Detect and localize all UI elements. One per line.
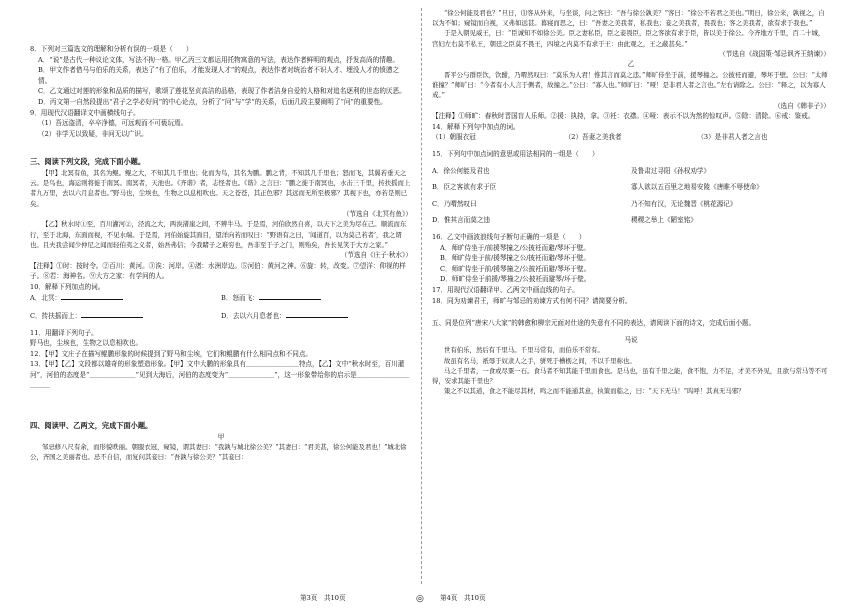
source-hanfeizi: （选自《韩非子》） <box>773 101 830 110</box>
question-15-option-b <box>432 182 830 193</box>
question-16-option-a: A．师旷侍坐于/前援琴撞之/公披衽而避/琴坏于壁。 <box>440 243 590 252</box>
question-10-row-1 <box>30 292 412 304</box>
question-11-sentence: 野马也，尘埃也，生物之以息相吹也。 <box>30 339 143 348</box>
answer-blank[interactable] <box>259 292 321 300</box>
option-b-left: B．臣之客欲有求于臣 <box>432 183 497 192</box>
question-9-sentence-1: （1）吾远盗清，卒卒净德，可远观而不可亵玩焉。 <box>38 119 188 128</box>
option-d-left: D．惟其言而莫之违 <box>432 216 491 225</box>
option-c-right: 乃不知有汉，无论魏晋《桃花源记》 <box>631 199 737 208</box>
question-15-option-d <box>432 215 830 226</box>
section-4-heading: 四、阅读甲、乙两文，完成下面小题。 <box>30 421 153 431</box>
mashuo-para-4: 策之不以其道，食之不能尽其材，鸣之而不能通其意，执策而临之，曰：“天下无马！”呜呼！其真无马邪？ <box>444 387 745 396</box>
passage-shikuang: 晋平公与群臣饮，饮酣，乃喟然叹曰：“莫乐为人君！惟其言而莫之违。”师旷侍坐于前，援琴撞之。公披衽而避，琴坏于壁。公曰：“太师谁撞？”师旷曰：“今者有小人言于侧者，故撞之。”公曰：“寡人也。”师旷曰：“哑！是非君人者之言也。”左右请除之。公曰：“释之，以为寡人戒。” <box>432 71 828 100</box>
question-13: 13．【甲】【乙】文段都以雄奇的形象塑造形象。【甲】文中大鹏的形象具有＿＿＿＿＿＿＿＿特点，【乙】文中“秋水时至，百川灌河”，河伯的态度是“＿＿＿＿＿＿＿”见到大海后，河伯的态度变为“＿＿＿＿＿＿＿”，这一形象带给你的启示是＿＿＿＿＿＿＿＿＿＿＿ <box>30 360 410 390</box>
question-8: 8．下列对三篇选文的理解和分析有误的一项是（ ） <box>30 45 193 53</box>
notes-section-3: 【注释】①时：按时令。②百川：黄河。③涘：河岸。④渚：水洲岸边。⑤河伯：黄河之神。⑥旋：转，改变。⑦望洋：仰视的样子。⑧若：海神名。⑨大方之家：有学问的人。 <box>30 261 406 281</box>
question-8-option-a: A．“说”是古代一种议论文体，写法不拘一格。甲乙丙三文都运用托物寓意的写法，表达作者鲜明的观点，抒发高尚的情趣。 <box>38 55 399 64</box>
poem-title: 马说 <box>624 335 638 344</box>
question-10-a: A．北冥： <box>30 294 62 303</box>
page-number-right: 第4页 共10页 <box>440 594 486 602</box>
option-a-left: A．徐公何能及君也 <box>432 166 490 175</box>
right-column <box>432 8 830 584</box>
passage-yi-title: 乙 <box>627 60 635 69</box>
question-16-option-d: D．师旷侍坐于前援/琴撞之/公披衽而避琴/坏于壁。 <box>440 275 591 284</box>
passage-jia-title: 甲 <box>217 432 225 441</box>
question-11: 11．用翻译下列句子。 <box>30 328 98 337</box>
page-number-left: 第3页 共10页 <box>300 594 346 602</box>
source-jia: （节选自《北冥有鱼》） <box>342 209 412 218</box>
question-10-b: B．怒而飞： <box>221 294 259 303</box>
question-8-option-d: D．丙文第一自然段提出“君子之学必好问”的中心论点，分析了“问”与“学”的关系，后面几段主要阐明了“问”的重要性。 <box>38 97 387 106</box>
question-15: 15．下列句中加点词的意思或用法相同的一组是（ ） <box>432 149 599 158</box>
question-16-option-b: B．师旷侍坐于前/援琴撞之公/披衽而避/琴坏于壁。 <box>440 254 590 263</box>
question-14-item-1: （1）朝服衣冠 <box>432 133 476 142</box>
question-17: 17．用现代汉语翻译甲、乙两文中画直线的句子。 <box>432 285 579 294</box>
option-c-left: C．乃喟然叹曰 <box>432 199 477 208</box>
passage-zouji-cont-1: “徐公何能及君也？”旦日，⑴客从外来，与坐谈，问之客曰：“吾与徐公孰美？”客曰：“徐公不若君之美也。”明日，徐公来，孰视之，自以为不如；窥镜而自视，又弗如远甚。暮寝而思之，曰：“吾妻之美我者，私我也；妾之美我者，畏我也；客之美我者，欲有求于我也。” <box>432 9 825 28</box>
question-16-option-c: C．师旷侍坐于前/援琴撞之/公披衽而避/琴坏于壁。 <box>440 264 591 273</box>
section-3-heading: 三、阅读下列文段，完成下面小题。 <box>30 157 146 167</box>
question-9: 9．用现代汉语翻译文中画横线句子。 <box>30 108 140 117</box>
mashuo-para-2: 故虽有名马，祇辱于奴隶人之手，骈死于槽枥之间，不以千里称也。 <box>444 356 636 365</box>
question-14-item-2: （2）吾妻之美我者 <box>564 133 622 142</box>
question-8-option-c: C．乙文通过对莲的形象和品质的描写，歌颂了莲花坚贞高洁的品格，表现了作者洁身自爱的人格和对追名逐利的世态的厌恶。 <box>38 87 406 96</box>
question-10-row-2 <box>30 310 412 322</box>
option-a-right: 及鲁肃过寻阳《孙权劝学》 <box>631 166 711 175</box>
binding-mark-icon: ◎ <box>416 594 424 604</box>
question-18: 18．同为劝谏君王，师旷与邹忌的劝谏方式有何不同？请简要分析。 <box>432 296 632 305</box>
question-14: 14．解释下列句中加点的词。 <box>432 122 520 131</box>
passage-zouji: 邹忌修八尺有余，而形貌昳丽。朝服衣冠，窥镜，谓其妻曰：“我孰与城北徐公美？”其妻曰：“君美甚，徐公何能及君也！”城北徐公，齐国之美丽者也。忌不自信，而复问其妾曰：“吾孰与徐公美？”其妾曰： <box>30 443 407 462</box>
question-14-items <box>432 132 830 143</box>
question-15-option-c <box>432 199 830 210</box>
passage-jia: 【甲】北冥有鱼，其名为鲲。鲲之大，不知其几千里也；化而为鸟，其名为鹏。鹏之背，不知其几千里也；怒而飞，其翼若垂天之云。是鸟也，海运则将徙于南冥。南冥者，天池也。《齐谐》者，志怪者也。《谐》之言曰：“鹏之徙于南冥也，水击三千里，抟扶摇而上者九万里，去以六月息者也。”野马也，尘埃也，生物之以息相吹也。天之苍苍，其正色邪？其远而无所至极邪？其视下也，亦若是则已矣。 <box>30 168 411 208</box>
mashuo-para-3: 马之千里者，一食或尽粟一石。食马者不知其能千里而食也。是马也，虽有千里之能，食不饱，力不足，才美不外见，且欲与常马等不可得，安求其能千里也？ <box>432 366 828 385</box>
question-15-option-a <box>432 166 830 177</box>
question-10: 10．解释下列加点的词。 <box>30 282 105 291</box>
option-d-right: 稷稷之举上《陋室铭》 <box>631 216 697 225</box>
question-10-c: C．抟扶摇而上： <box>30 311 82 320</box>
question-8-option-b: B．甲文作者借马与伯乐的关系，表达了“有了伯乐，才能发现人才”的观点，表达作者对统治者不识人才、埋没人才的愤懑之情。 <box>38 66 400 85</box>
column-divider <box>421 8 422 584</box>
source-zouji: （节选自《战国策·邹忌讽齐王纳谏》） <box>719 49 830 58</box>
passage-zouji-cont-2: 于是入朝见威王，曰：“臣诚知不如徐公美。臣之妻私臣，臣之妾畏臣，臣之客欲有求于臣，皆以美于徐公。今齐地方千里，百二十城，宫妇左右莫不私王，朝廷之臣莫不畏王，四境之内莫不有求于王：由此观之，王之蔽甚矣。” <box>432 29 825 48</box>
source-yi: （节选自《庄子·秋水》） <box>340 250 412 259</box>
option-b-right: 寡人欲以五百里之地易安陵《唐睢不辱使命》 <box>631 183 763 192</box>
question-9-sentence-2: （2）非学无以致疑，非问无以广识。 <box>38 129 148 138</box>
left-column <box>30 8 412 584</box>
notes-section-4: 【注释】①师旷：春秋时晋国盲人乐师。②援：执持，拿。③衽：衣襟。④哑：表示不以为然的惊叹声。⑤除：清除。⑥戒：鉴戒。 <box>432 112 815 121</box>
section-5-heading: 五、同是位列“唐宋八大家”的韩愈和柳宗元面对仕途的失意有不同的表达，请阅读下面的诗文，完成后面小题。 <box>432 319 756 328</box>
passage-yi: 【乙】秋水时①至，百川灌河②，泾流之大，两涘渚崖之间，不辨牛马。于是焉，河伯欣然自喜，以天下之美为尽在己。顺流而东行，至于北海，东面而视，不见水端。于是焉，河伯始旋其面目，望洋向若而叹曰：“野语有之曰，‘闻道百，以为莫己若者’，我之谓也。且夫我尝闻少仲尼之闻而轻伯夷之义者，始吾弗信；今我睹子之难穷也，吾非至于子之门，则殆矣，吾长见笑于大方之家。” <box>30 220 407 249</box>
question-12: 12．【甲】文庄子在描写鲲鹏形象的时候提到了野马和尘埃，它们和鲲鹏有什么相同点和不同点。 <box>30 349 313 358</box>
question-10-d: D．去以六月息者也： <box>221 311 286 320</box>
question-16: 16．乙文中画波浪线句子断句正确的一项是（ ） <box>432 232 586 241</box>
answer-blank[interactable] <box>286 310 348 318</box>
mashuo-para-1: 世有伯乐，然后有千里马。千里马常有，而伯乐不常有。 <box>444 346 604 355</box>
answer-blank[interactable] <box>81 310 143 318</box>
question-14-item-3: （3）是非君人者之言也 <box>697 133 768 142</box>
answer-blank[interactable] <box>61 292 123 300</box>
